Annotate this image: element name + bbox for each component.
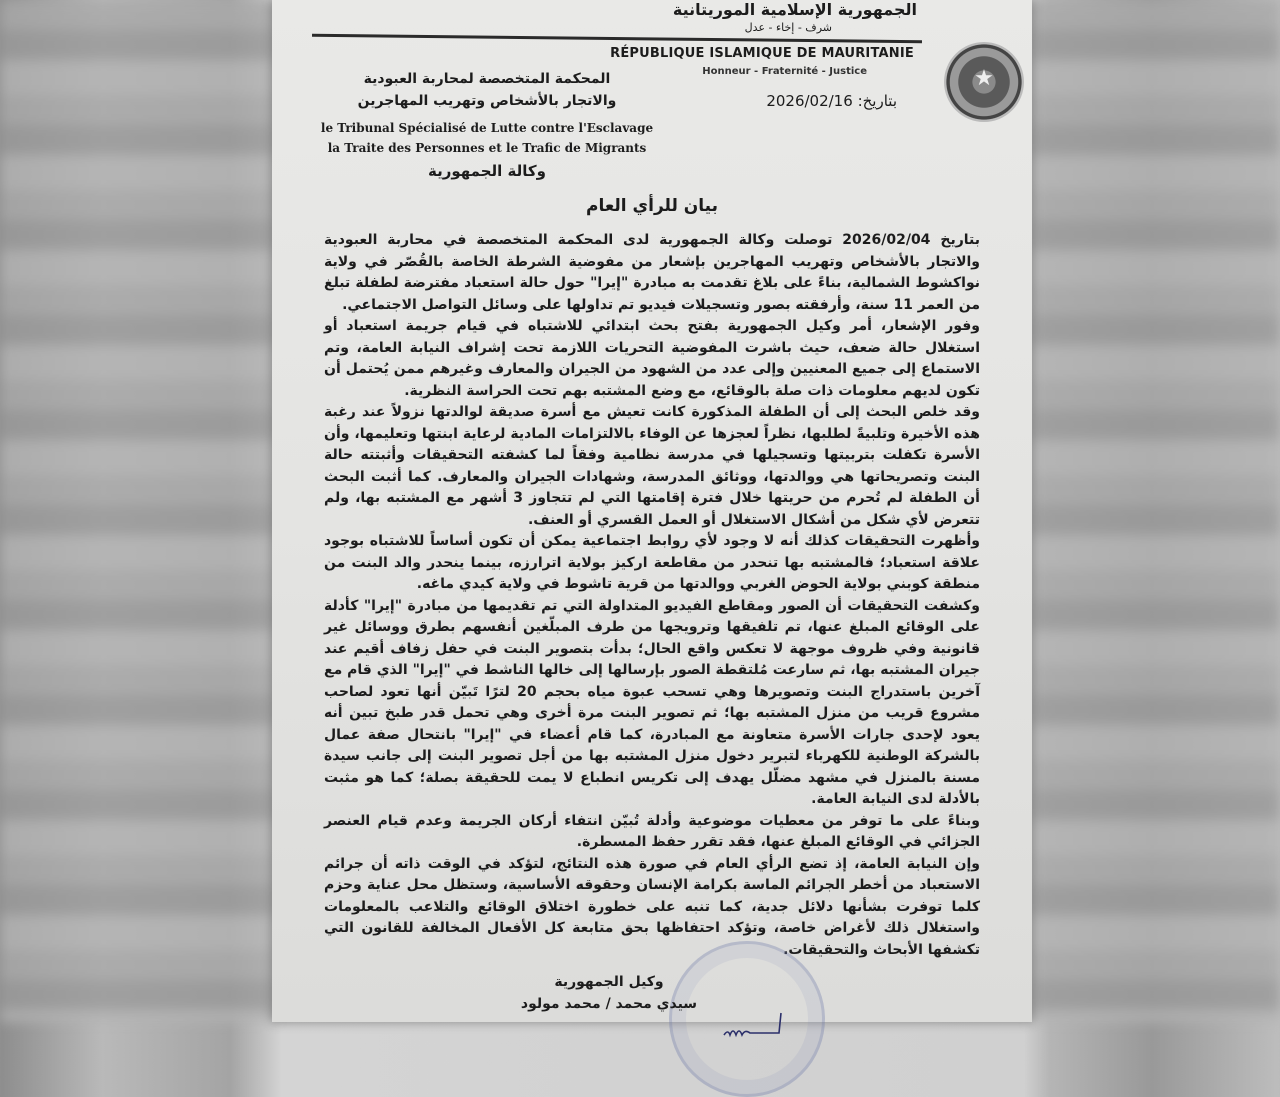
date-label: بتاريخ: — [857, 92, 897, 110]
motto-arabic: شرف - إخاء - عدل — [744, 21, 832, 34]
document-content — [324, 230, 980, 1041]
signatory-role: وكيل الجمهورية — [554, 974, 664, 990]
handwritten-signature — [719, 1009, 789, 1043]
court-ar-line: المحكمة المتخصصة لمحاربة العبودية — [363, 71, 611, 87]
paragraph: وبناءً على ما توفر من معطيات موضوعية وأدلة تُبيّن انتفاء أركان الجريمة وعدم قيام العنصر الجزائي في الوقائع المبلغ عنها، فقد تقرر حفظ المسطرة. — [324, 812, 980, 850]
court-name-arabic — [342, 68, 632, 112]
document-page — [272, 0, 1032, 1022]
court-fr-line: la Traite des Personnes et le Trafic de Migrants — [327, 141, 647, 155]
court-fr-line: le Tribunal Spécialisé de Lutte contre l'Esclavage — [320, 121, 654, 135]
document-date — [766, 92, 897, 110]
paragraph: وقد خلص البحث إلى أن الطفلة المذكورة كانت تعيش مع أسرة صديقة لوالدتها نزولاً عند رغبة هذه الأخيرة وتلبيةً لطلبها، نظراً لعجزها عن الوفاء بالالتزامات المادية لرعاية ابنتها وتعليمها، وأن الأسرة تكفلت بتربيتها وتسجيلها في مدرسة نظامية وفقاً لما كشفته التحقيقات وأثبتته حالة البنت وتصريحاتها هي ووالدتها، ووثائق المدرسة، وشهادات الجيران والمعارف. كما أثبت البحث أن الطفلة لم تُحرم من حريتها خلال فترة إقامتها التي لم تتجاوز 3 أشهر مع المشتبه بها، ولم تتعرض لأي شكل من أشكال الاستغلال أو العمل القسري أو العنف. — [324, 404, 980, 528]
paragraph: بتاريخ 2026/02/04 توصلت وكالة الجمهورية لدى المحكمة المتخصصة في محاربة العبودية والاتجار بالأشخاص وتهريب المهاجرين بإشعار من مفوضية الشرطة الخاصة بالقُصّر في ولاية نواكشوط الشمالية، بناءً على بلاغ تقدمت به مبادرة "إيرا" حول حالة استعباد مفترضة لطفلة تبلغ من العمر 11 سنة، وأرفقته بصور وتسجيلات فيديو تم تداولها على وسائل التواصل الاجتماعي. — [324, 232, 980, 313]
paragraph: وأظهرت التحقيقات كذلك أنه لا وجود لأي روابط اجتماعية يمكن أن تكون أساساً للاشتباه بوجود علاقة استعباد؛ فالمشتبه بها تنحدر من مقاطعة اركيز بولاية اترارزه، بينما ينحدر والد البنت من منطقة كوبني بولاية الحوض الغربي ووالدتها من قرية تاشوط في ولاية كيدي ماغه. — [324, 533, 980, 592]
paragraph: وكشفت التحقيقات أن الصور ومقاطع الفيديو المتداولة التي تم تقديمها من مبادرة "إيرا" كأدلة على الوقائع المبلغ عنها، تم تلفيقها وترويجها من طرف المبلّغين أنفسهم بطرق ووسائل غير قانونية وفي ظروف موجهة لا تعكس واقع الحال؛ بدأت بتصوير البنت في حفل زفاف أقيم عند جيران المشتبه بها، ثم سارعت مُلتقطة الصور بإرسالها إلى خالها الناشط في "إيرا" الذي قام مع آخرين باستدراج البنت وتصويرها وهي تسحب عبوة مياه بحجم 20 لترًا تَبيّن أنها تعود لصاحب مشروع قريب من منزل المشتبه بها؛ ثم تصوير البنت مرة أخرى وهي تحمل قدر طبخ تبين أنه يعود لإحدى جارات الأسرة متعاونة مع المبادرة، كما قام أعضاء في "إيرا" بانتحال صفة عمال بالشركة الوطنية للكهرباء لتبرير دخول منزل المشتبه بها من أجل تصوير البنت إلى جانب سيدة مسنة بالمنزل في مشهد مضلّل يهدف إلى تكريس انطباع لا يمت للحقيقة بصلة؛ كما هو مثبت بالأدلة لدى النيابة العامة. — [324, 597, 980, 807]
paragraph: وإن النيابة العامة، إذ تضع الرأي العام في صورة هذه النتائج، لتؤكد في الوقت ذاته أن جرائم الاستعباد من أخطر الجرائم الماسة بكرامة الإنسان وحقوقه الأساسية، وستظل محل عناية وحزم كلما توفرت بشأنها دلائل جدية، كما تنبه على خطورة اختلاق الوقائع والتلاعب بالمعلومات واستغلال ذلك لأغراض خاصة، وتؤكد احتفاظها بحق متابعة كل الأفعال المخالفة للقانون التي تكشفها الأبحاث والتحقيقات. — [324, 855, 980, 958]
agency-name: وكالة الجمهورية — [428, 162, 546, 180]
country-name-french: RÉPUBLIQUE ISLAMIQUE DE MAURITANIE — [610, 46, 914, 61]
blurred-background-right — [1030, 0, 1280, 1022]
paragraph: وفور الإشعار، أمر وكيل الجمهورية بفتح بحث ابتدائي للاشتباه في قيام جريمة استعباد أو استغلال حالة ضعف، حيث باشرت المفوضية التحريات اللازمة تحت إشراف النيابة العامة، وتم الاستماع إلى جميع المعنيين وإلى عدد من الشهود من الجيران والمعارف وغيرهم ممن يُحتمل أن تكون لديهم معلومات ذات صلة بالوقائع، مع وضع المشتبه بهم تحت الحراسة النظرية. — [324, 318, 980, 399]
signature-area — [324, 971, 980, 1041]
motto-french: Honneur - Fraternité - Justice — [702, 66, 867, 77]
document-title: بيان للرأي العام — [585, 196, 718, 216]
national-seal-icon: ★ — [944, 42, 1024, 122]
signatory-name: سيدي محمد / محمد مولود — [520, 996, 698, 1012]
blurred-background-left — [0, 0, 275, 1022]
date-value: 2026/02/16 — [766, 92, 853, 110]
document-body — [324, 230, 980, 961]
header-divider — [312, 34, 922, 43]
country-name-arabic: الجمهورية الإسلامية الموريتانية — [672, 0, 917, 19]
court-name-french — [317, 118, 657, 158]
signature-block — [499, 971, 719, 1015]
court-ar-line: والاتجار بالأشخاص وتهريب المهاجرين — [357, 93, 617, 109]
